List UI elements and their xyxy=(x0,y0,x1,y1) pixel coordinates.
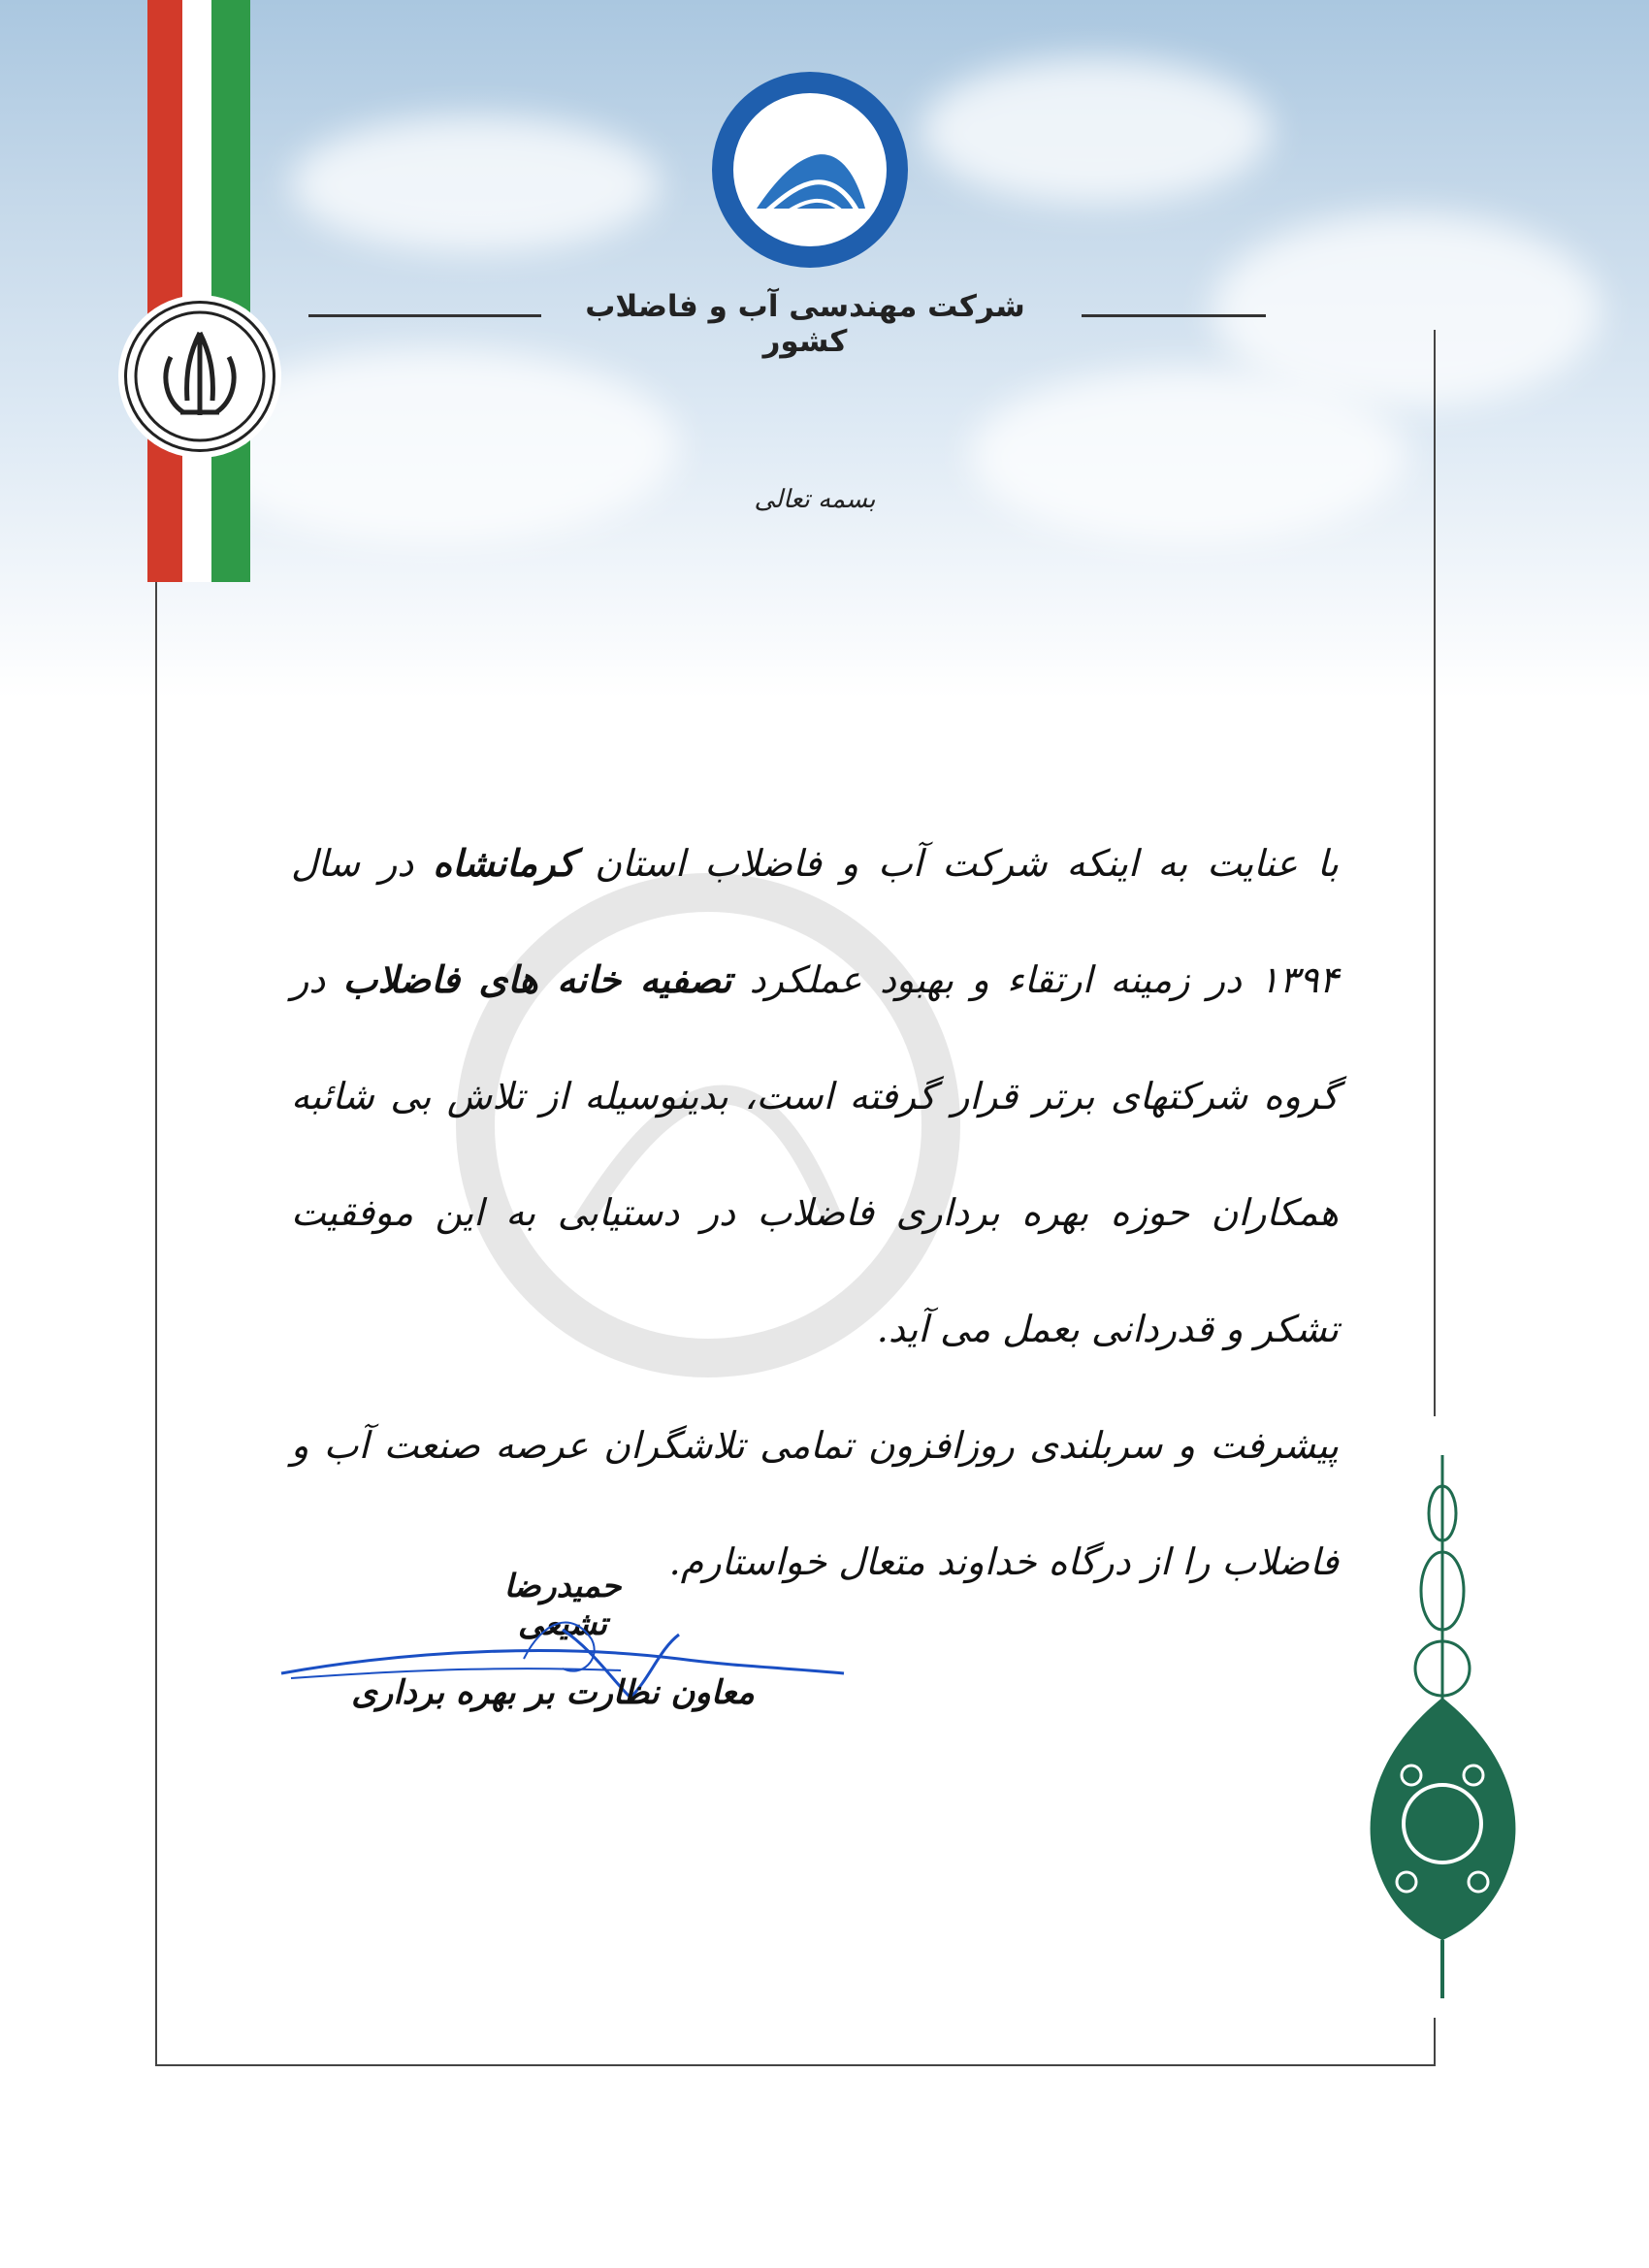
frame-border-left xyxy=(155,582,157,2066)
province-name: کرمانشاه xyxy=(433,841,576,885)
signer-title: معاون نظارت بر بهره برداری xyxy=(351,1673,755,1712)
invocation-text: بسمه تعالی xyxy=(754,485,876,514)
paragraph-1-part-3: در سال ۱۳۹۴ در زمینه ارتقاء و بهبود عملکرد xyxy=(291,842,1339,1001)
paragraph-2: پیشرفت و سربلندی روزافزون تمامی تلاشگران عرصه صنعت آب و فاضلاب را از درگاه خداوند متعال خواستارم. xyxy=(291,1424,1339,1583)
frame-border-bottom xyxy=(155,2064,1436,2066)
header-rule-left xyxy=(308,314,541,317)
paragraph-1-part-5: در گروه شرکتهای برتر قرار گرفته است، بدینوسیله از تلاش بی شائبه همکاران حوزه بهره برداری فاضلاب در دستیابی به این موفقیت تشکر و قدردانی بعمل می آید. xyxy=(291,958,1339,1350)
letter-body xyxy=(291,805,1339,1620)
flag-stripe-red xyxy=(147,0,182,582)
frame-border-right-lower xyxy=(1434,2018,1436,2066)
flag-stripe-white xyxy=(182,0,211,582)
treatment-plants-text: تصفیه خانه های فاضلاب xyxy=(342,957,732,1001)
paragraph-1-part-1: با عنایت به اینکه شرکت آب و فاضلاب استان xyxy=(595,842,1339,885)
cloud xyxy=(970,369,1406,543)
iran-emblem-icon xyxy=(124,301,275,452)
signer-name: حمیدرضا تشیعی xyxy=(503,1567,622,1642)
cloud xyxy=(922,58,1271,204)
paragraph-1 xyxy=(291,805,1339,1387)
company-name: شرکت مهندسی آب و فاضلاب کشور xyxy=(585,289,1025,359)
islamic-ornament-icon xyxy=(1353,1455,1533,1998)
company-logo-icon xyxy=(708,68,912,272)
frame-border-right xyxy=(1434,330,1436,1416)
cloud xyxy=(291,116,660,252)
header-rule-right xyxy=(1082,314,1266,317)
flag-stripe-green xyxy=(211,0,250,582)
